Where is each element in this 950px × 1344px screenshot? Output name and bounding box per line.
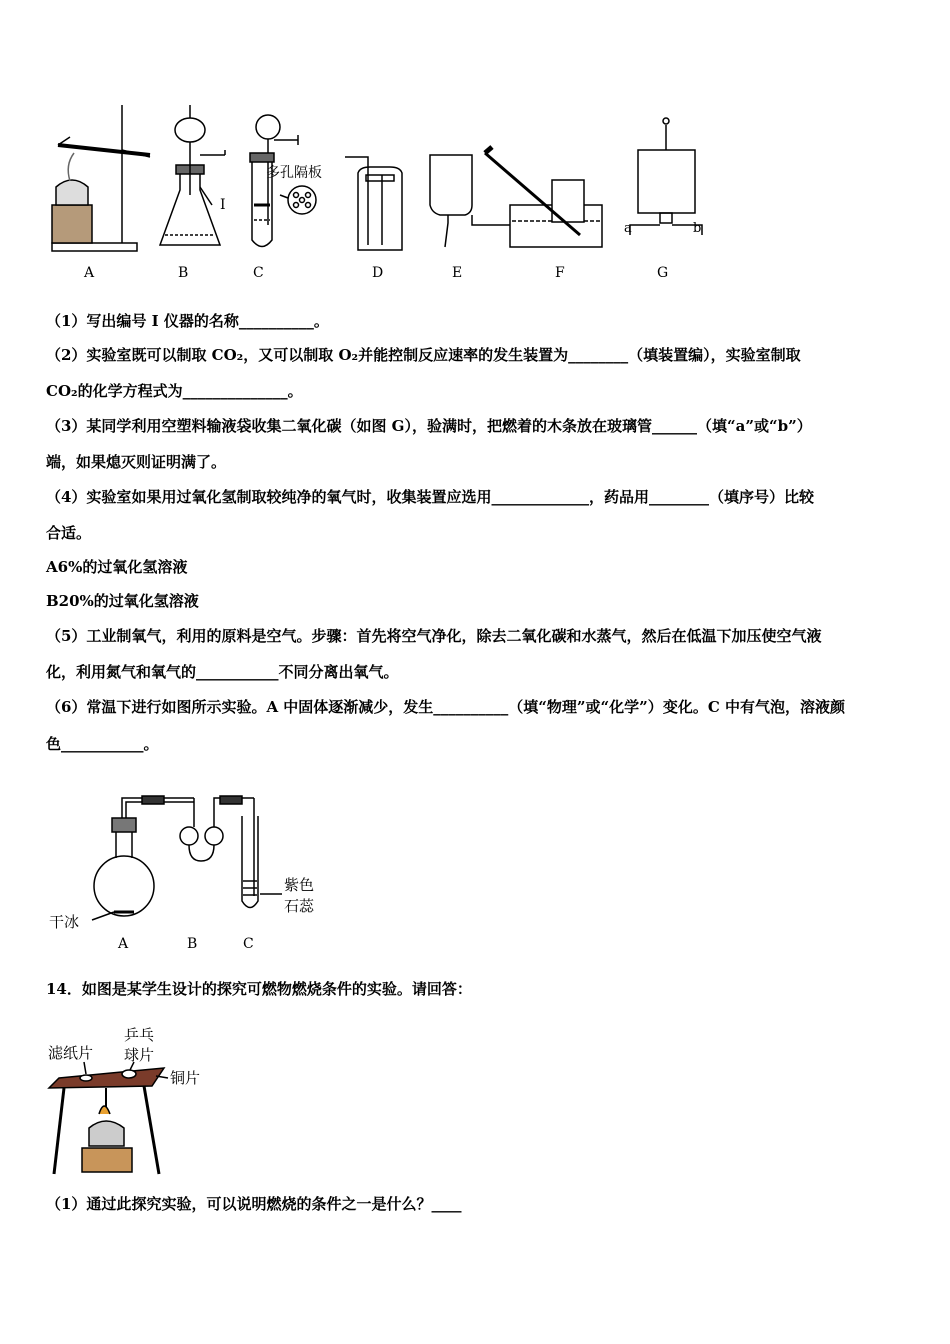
pingpong-label-line1: 乒乓 <box>124 1026 155 1044</box>
option-b: B20%的过氧化氢溶液 <box>46 592 199 610</box>
q13-part1: （1）写出编号 I 仪器的名称__________。 <box>46 312 329 330</box>
q13-part5: （5）工业制氧气，利用的原料是空气。步骤：首先将空气净化，除去二氧化碳和水蒸气，然后在低温下加压使空气液 <box>46 627 822 645</box>
q14-title: 14．如图是某学生设计的探究可燃物燃烧条件的实验。请回答： <box>46 980 472 998</box>
q13-part4-cont: 合适。 <box>46 524 92 542</box>
fig2-label-b: B <box>187 936 198 952</box>
fig2-label-c: C <box>243 936 254 952</box>
q13-part2: （2）实验室既可以制取 CO₂，又可以制取 O₂并能控制反应速率的发生装置为________（填装置编），实验室制取 <box>46 346 801 364</box>
copper-label: 铜片 <box>170 1069 201 1087</box>
apparatus-label-g: G <box>657 265 669 281</box>
q13-part6-cont: 色___________。 <box>46 735 159 753</box>
dry-ice-figure <box>44 786 344 956</box>
g-end-b-label: b <box>693 221 702 236</box>
q13-part4: （4）实验室如果用过氧化氢制取较纯净的氧气时，收集装置应选用_____________，药品用________（填序号）比较 <box>46 488 814 506</box>
apparatus-label-b: B <box>178 265 189 281</box>
porous-plate-label: 多孔隔板 <box>266 165 322 181</box>
combustion-figure <box>44 1016 224 1178</box>
apparatus-label-c: C <box>253 265 264 281</box>
q13-part2-cont: CO₂的化学方程式为______________。 <box>46 382 303 400</box>
g-end-a-label: a <box>624 221 632 236</box>
pingpong-label-line2: 球片 <box>124 1046 155 1064</box>
q14-part1: （1）通过此探究实验，可以说明燃烧的条件之一是什么？____ <box>46 1195 462 1213</box>
fig2-label-a: A <box>118 936 129 952</box>
apparatus-label-d: D <box>372 265 384 281</box>
q13-part6: （6）常温下进行如图所示实验。A 中固体逐渐减少，发生__________（填“物理”或“化学”）变化。C 中有气泡，溶液颜 <box>46 698 845 716</box>
q13-part5-cont: 化，利用氮气和氧气的___________不同分离出氧气。 <box>46 663 399 681</box>
instrument-i-label: I <box>220 197 226 213</box>
apparatus-label-e: E <box>452 265 463 281</box>
apparatus-label-a: A <box>84 265 95 281</box>
litmus-label-line2: 石蕊 <box>284 897 315 915</box>
q13-part3-cont: 端，如果熄灭则证明满了。 <box>46 453 227 471</box>
apparatus-label-f: F <box>555 265 565 281</box>
filter-paper-label: 滤纸片 <box>48 1044 94 1062</box>
litmus-label-line1: 紫色 <box>284 876 315 894</box>
option-a: A6%的过氧化氢溶液 <box>46 558 188 576</box>
q13-part3: （3）某同学利用空塑料输液袋收集二氧化碳（如图 G），验满时，把燃着的木条放在玻璃管______（填“a”或“b”） <box>46 417 812 435</box>
dry-ice-label: 干冰 <box>49 913 80 931</box>
apparatus-figure <box>40 95 720 290</box>
